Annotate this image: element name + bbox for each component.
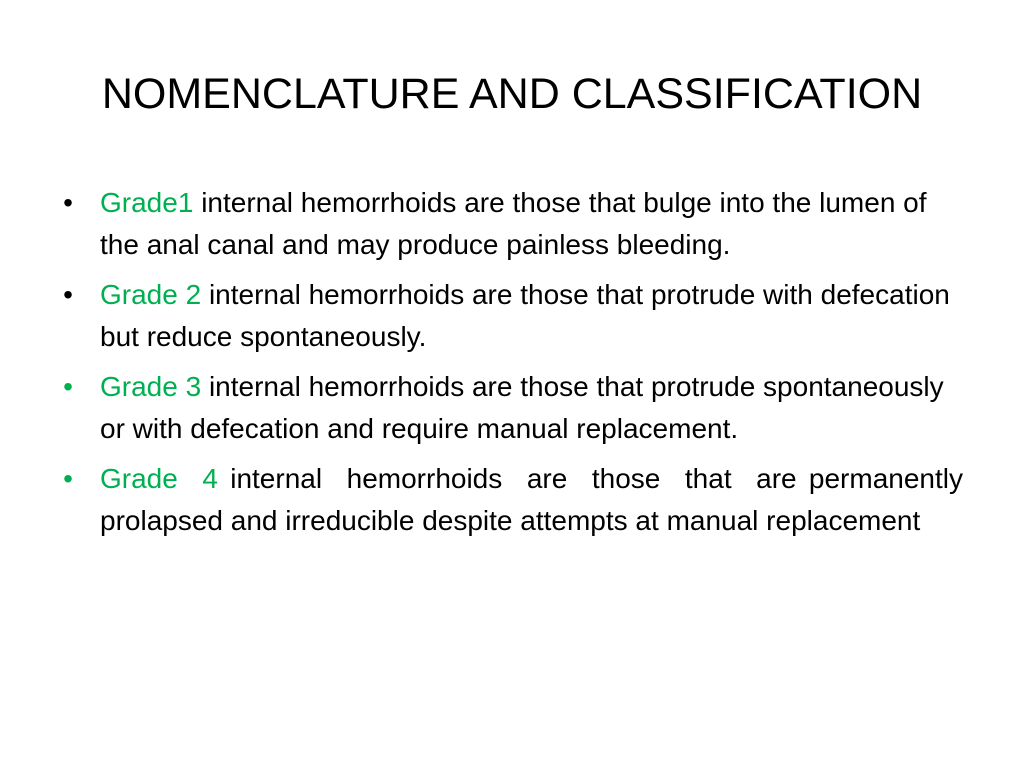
grade-label: Grade1	[100, 187, 194, 218]
list-item-grade-1	[58, 182, 963, 266]
list-item-grade-3	[58, 366, 963, 450]
grade-description: internal hemorrhoids are those that protrude spontaneously or with defecation and require manual replacement.	[100, 371, 944, 444]
grade-label: Grade 4	[100, 463, 218, 494]
bullet-dot-icon: •	[63, 371, 73, 402]
slide-title: NOMENCLATURE AND CLASSIFICATION	[101, 70, 923, 118]
bullet-dot-icon: •	[63, 463, 73, 494]
grade-description: internal hemorrhoids are those that are permanently prolapsed and irreducible despite attempts at manual replacement	[100, 463, 971, 536]
grade-bullet-list	[58, 182, 971, 550]
list-item-grade-2	[58, 274, 963, 358]
bullet-dot-icon: •	[63, 279, 73, 310]
grade-description: internal hemorrhoids are those that protrude with defecation but reduce spontaneously.	[100, 279, 950, 352]
grade-label: Grade 2	[100, 279, 202, 310]
list-item-grade-4	[58, 458, 971, 542]
grade-description: internal hemorrhoids are those that bulge into the lumen of the anal canal and may produce painless bleeding.	[100, 187, 927, 260]
grade-label: Grade 3	[100, 371, 202, 402]
bullet-dot-icon: •	[63, 187, 73, 218]
